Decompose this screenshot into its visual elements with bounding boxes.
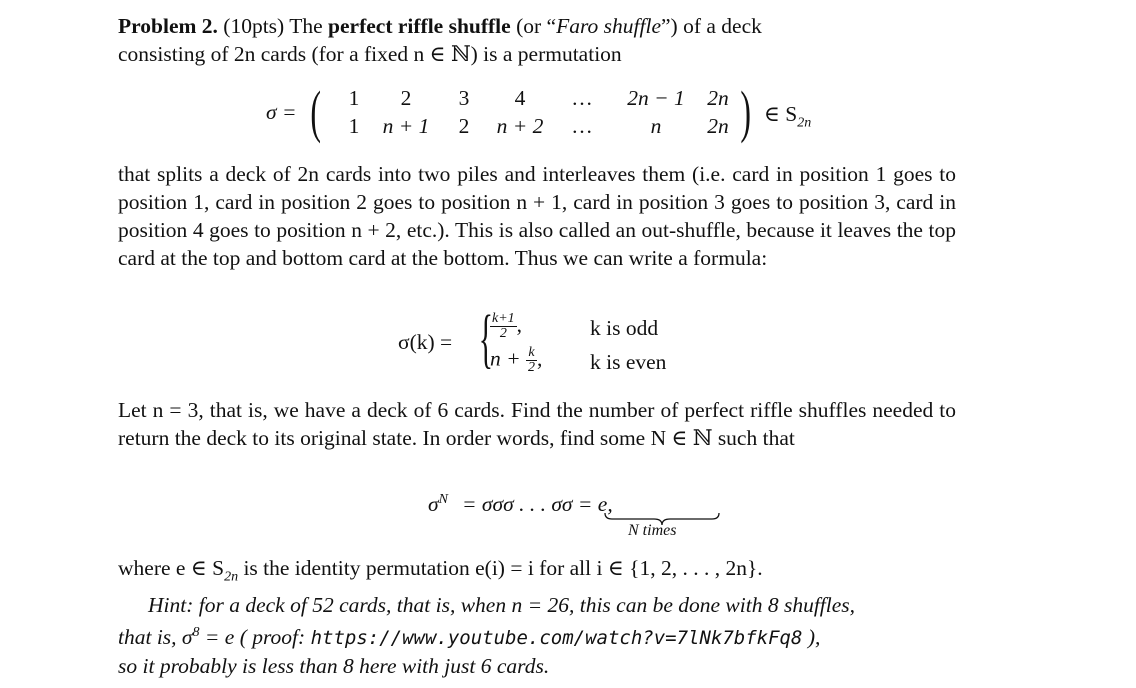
hint-sigma: that is, σ <box>118 625 193 650</box>
power-base-symbol: σ <box>428 492 439 517</box>
symmetric-group-membership <box>764 102 811 131</box>
membership-symbol: ∈ S <box>764 102 798 126</box>
perm-top-cell: 1 <box>348 86 360 110</box>
hint-sigma-exponent: 8 <box>192 625 200 641</box>
perm-top-cell: 2n − 1 <box>627 86 685 110</box>
formula-lhs: σ(k) = <box>398 330 453 354</box>
hint-proof-prefix: = e ( proof: <box>199 625 311 650</box>
perm-top-cell: … <box>571 86 593 110</box>
where-prefix: where e ∈ S <box>118 556 225 580</box>
perm-top-cell: 4 <box>514 86 526 110</box>
closing-paragraph <box>118 554 956 680</box>
hint-proof-suffix: ), <box>802 625 821 650</box>
problem-intro <box>118 12 956 68</box>
task-paragraph <box>118 396 956 452</box>
case1-denominator: 2 <box>499 326 507 341</box>
left-brace: { <box>478 302 493 375</box>
hint-line-2 <box>118 625 820 649</box>
case2-prefix: n + <box>490 346 521 371</box>
perm-top-cell: 2 <box>400 86 412 110</box>
where-rest: is the identity permutation e(i) = i for all i ∈ {1, 2, . . . , 2n}. <box>238 556 763 580</box>
where-text <box>118 556 763 585</box>
n-times-label: N times <box>628 522 677 539</box>
case1-condition: k is odd <box>590 316 659 340</box>
case2-condition: k is even <box>590 350 667 374</box>
alias-faro-shuffle: Faro shuffle <box>556 14 661 38</box>
hint-proof-url[interactable]: https://www.youtube.com/watch?v=7lNk7bfkFq8 <box>310 627 803 650</box>
term-perfect-riffle-shuffle: perfect riffle shuffle <box>328 14 511 38</box>
perm-bottom-cell: 1 <box>348 114 360 138</box>
intro-text-a: The <box>289 14 323 38</box>
case2-denominator: 2 <box>528 360 536 375</box>
intro-line-2: consisting of 2n cards (for a fixed n ∈ ℕ) is a permutation <box>118 42 622 66</box>
perm-bottom-cell: 2 <box>458 114 470 138</box>
perm-bottom-cell: 2n <box>707 114 729 138</box>
intro-text-c: ”) of a deck <box>661 14 762 38</box>
power-exponent: N <box>438 492 448 507</box>
perm-bottom-cell: n + 2 <box>496 114 544 138</box>
permutation-bottom-row <box>334 114 754 142</box>
power-equation <box>428 484 788 554</box>
problem-points: (10pts) <box>223 14 285 38</box>
case1-value: $\frac{k+1}{2}$ , <box>492 311 523 341</box>
membership-subscript: 2n <box>797 115 812 131</box>
left-paren: ( <box>310 79 321 144</box>
perm-bottom-cell: … <box>571 114 593 138</box>
permutation-matrix <box>266 79 826 144</box>
case2-numerator: k <box>526 346 537 361</box>
power-base <box>428 492 448 517</box>
task-text-a: Let n = 3, that is, we have a deck of 6 cards. Find the number of perfect riffle shuffles needed to return the deck to its original state. In order words, find some <box>118 398 956 450</box>
where-subscript: 2n <box>224 569 239 585</box>
right-paren: ) <box>740 79 751 144</box>
piecewise-formula <box>398 302 718 380</box>
intro-text-b: (or “ <box>516 14 557 38</box>
permutation-top-row <box>334 86 754 114</box>
case1-fraction <box>490 312 517 341</box>
task-text-b: N ∈ ℕ such that <box>650 426 795 450</box>
hint-line-1: Hint: for a deck of 52 cards, that is, when n = 26, this can be done with 8 shuffles, <box>148 593 856 618</box>
power-middle: = σσσ . . . σσ = e, <box>462 492 613 516</box>
perm-bottom-cell: n + 1 <box>382 114 430 138</box>
case2-value: n + $\frac{k}{2}$ , <box>490 345 543 375</box>
perm-top-cell: 2n <box>707 86 729 110</box>
perm-top-cell: 3 <box>458 86 470 110</box>
perm-bottom-cell: n <box>650 114 662 138</box>
description-paragraph: that splits a deck of 2n cards into two piles and interleaves them (i.e. card in position 1 goes to position 1, card in position 2 goes to position n + 1, card in position 3 goes to position 3, card in position 4 goes to position n + 2, etc.). This is also called an out-shuffle, because it leaves the top card at the top and bottom card at the bottom. Thus we can write a formula: <box>118 162 956 270</box>
problem-heading: Problem 2. <box>118 14 218 38</box>
hint-line-3: so it probably is less than 8 here with just 6 cards. <box>118 654 550 679</box>
sigma-lhs: σ = <box>266 100 297 124</box>
case2-fraction <box>526 346 537 375</box>
case1-numerator: k+1 <box>492 311 515 326</box>
